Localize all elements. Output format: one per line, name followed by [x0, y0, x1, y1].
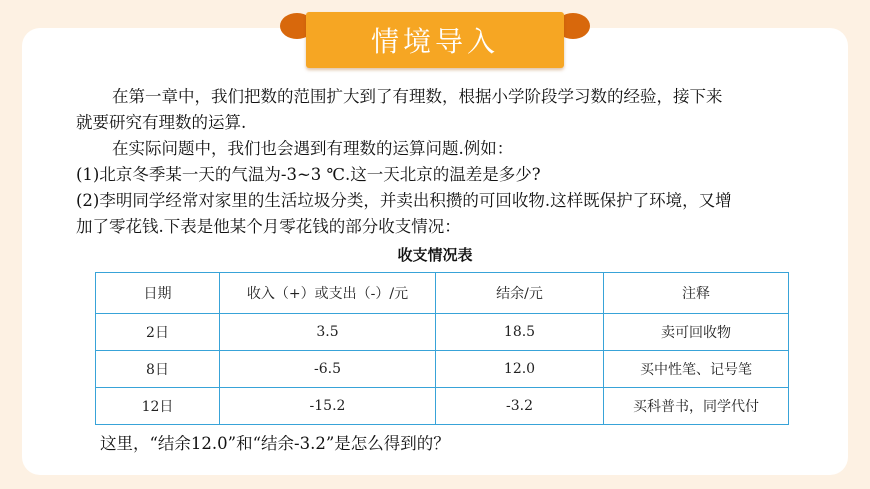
title-banner [280, 8, 590, 68]
table-caption: 收支情况表 [397, 246, 473, 264]
page-title: 情境导入 [370, 25, 499, 58]
cell-note: 卖可回收物 [604, 314, 789, 351]
cell-balance: 18.5 [436, 314, 604, 351]
header-amount: 收入（+）或支出（-）/元 [220, 273, 436, 314]
header-balance: 结余/元 [436, 273, 604, 314]
income-expense-table [95, 272, 789, 425]
cell-balance: -3.2 [436, 388, 604, 425]
question-1: (1)北京冬季某一天的气温为-3~3 ℃.这一天北京的温差是多少? [76, 165, 541, 184]
closing-question: 这里，“结余12.0”和“结余-3.2”是怎么得到的？ [100, 434, 450, 453]
intro-paragraph-2: 在实际问题中，我们也会遇到有理数的运算问题.例如： [112, 139, 514, 158]
cell-date: 8日 [96, 351, 220, 388]
cell-amount: 3.5 [220, 314, 436, 351]
cell-balance: 12.0 [436, 351, 604, 388]
question-2-line-2: 加了零花钱.下表是他某个月零花钱的部分收支情况： [76, 217, 461, 236]
table-row [96, 351, 789, 388]
question-2-line-1: (2)李明同学经常对家里的生活垃圾分类，并卖出积攒的可回收物.这样既保护了环境，又增 [76, 191, 732, 210]
table-row [96, 388, 789, 425]
table-row [96, 314, 789, 351]
cell-date: 12日 [96, 388, 220, 425]
intro-paragraph-line-2: 就要研究有理数的运算. [76, 113, 247, 132]
cell-amount: -6.5 [220, 351, 436, 388]
cell-note: 买科普书，同学代付 [604, 388, 789, 425]
banner-ribbon [306, 12, 564, 68]
table-header-row [96, 273, 789, 314]
cell-date: 2日 [96, 314, 220, 351]
header-note: 注释 [604, 273, 789, 314]
cell-amount: -15.2 [220, 388, 436, 425]
intro-paragraph-line-1: 在第一章中，我们把数的范围扩大到了有理数，根据小学阶段学习数的经验，接下来 [112, 87, 723, 106]
header-date: 日期 [96, 273, 220, 314]
cell-note: 买中性笔、记号笔 [604, 351, 789, 388]
